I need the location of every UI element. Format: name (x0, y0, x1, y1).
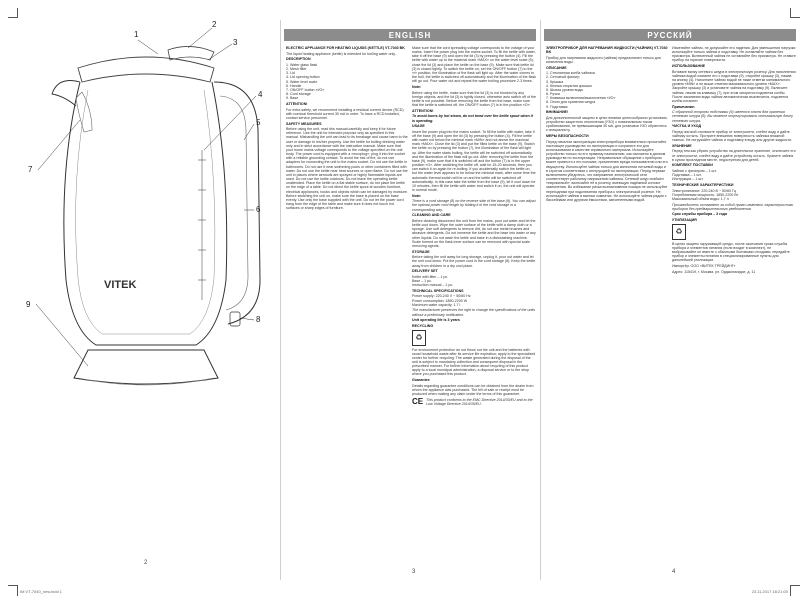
crop-mark (790, 17, 800, 18)
list-item: 9. Base (286, 96, 299, 101)
russian-tech-list (672, 189, 796, 201)
list-item: 8. Отсек для хранения шнура (546, 100, 596, 105)
russian-title: ЭЛЕКТРОПРИБОР ДЛЯ НАГРЕВАНИЯ ЖИДКОСТИ (ЧАЙНИК) VT-7040 BK (546, 46, 668, 55)
list-item: 7. Клавиша включения/выключения «I/O» (546, 96, 616, 101)
water-level-scale (198, 150, 206, 300)
english-description-list (286, 63, 408, 100)
english-title: ELECTRIC APPLIANCE FOR HEATING LIQUIDS (KETTLE) VT-7040 BK (286, 46, 405, 50)
english-attention2-heading: ATTENTION! (412, 108, 434, 113)
crop-mark (790, 585, 800, 586)
russian-note-text: С обратной стороны подставки (9) имеется отсек для хранения сетевого шнура (8). Вы можете отрегулировать оптимальную длину сетевого шнура. (672, 110, 794, 123)
list-item: 4. Кнопка открытия крышки (546, 83, 592, 88)
english-note2-heading: Note: (412, 193, 422, 198)
english-description-heading: DESCRIPTION (286, 57, 311, 62)
english-note-heading: Note: (412, 84, 422, 89)
kettle-base (74, 350, 218, 384)
russian-intro: Прибор для нагревания жидкости (чайник) предназначен только для кипячения воды. (546, 55, 661, 64)
kettle-diagram (18, 20, 274, 580)
callout-4: 4 (258, 90, 263, 99)
english-life-text: Unit operating life is 3 years (412, 318, 460, 323)
russian-safety-heading: МЕРЫ БЕЗОПАСНОСТИ (546, 133, 589, 138)
russian-importer-text: Импортёр: ООО «ВИТЕК ТРЕЙДИНГ» (672, 264, 736, 269)
russian-life-text: Срок службы прибора – 3 года (672, 212, 727, 217)
russian-header-label: РУССКИЙ (647, 30, 693, 40)
callout-7: 7 (28, 165, 33, 174)
english-recycling-icon: ♻ (412, 330, 426, 346)
callout-2: 2 (212, 20, 217, 29)
english-delivery-heading: DELIVERY SET (412, 269, 438, 274)
vitek-logo: VITEK (104, 279, 137, 291)
kettle-illustration-page (18, 20, 274, 580)
russian-column-2 (672, 46, 796, 574)
russian-usage-text: Вставьте вилку сетевого шнура в электрическую розетку. Для наполнения чайника водой снимите его с подставки (9), откройте крышку (3), нажав на кнопку (4). Наполните чайник водой не ниже отметки минимального уровня «MIN» и не выше отметки максимального уровня «MAX». Закройте крышку (3) и установите чайник на подставку (9). Включите чайник, нажав на клавишу (7), при этом загорится подсветка колбы. После закипания воды чайник автоматически выключится, подсветка колбы погаснет. (672, 69, 796, 103)
english-header (284, 29, 536, 41)
on-off-switch (230, 312, 240, 326)
ce-mark-icon: CE (412, 396, 424, 406)
crop-mark (17, 8, 18, 18)
russian-cleaning-heading: ЧИСТКА И УХОД (672, 124, 702, 129)
russian-description-heading: ОПИСАНИЕ (546, 65, 567, 70)
callout-8: 8 (256, 315, 261, 324)
english-col2-text: Make sure that the cord spreading voltage corresponds to the voltage of your mains. Insert the power plug into the mains socket. To fill the kettle with water, take it off the base (9) and open the lid (3) by pressing the button (4). Fill the kettle with water up to the maximal mark «MAX» on the water level scale (5), close the lid (3) and place the kettle on the base (9). Make sure that kettle lid (3) is closed tightly. To switch the kettle on, set the ON/OFF button (7) to the «I» position, the illumination of the flask will light up. After the water comes to the boil, the kettle is switched off automatically and the illumination of the flask will go out. Pour water out and repeat the water boiling procedure 2-3 times. (412, 46, 536, 84)
russian-attention-heading: ВНИМАНИЕ! (546, 110, 569, 115)
list-item: 3. Крышка (546, 79, 564, 84)
list-item: Kettle with filter – 1 pc. (412, 274, 449, 279)
page-number-middle: 3 (412, 568, 416, 574)
english-note2-text: There is a cord storage (8) on the reverse side of the base (9). You can adjust the optimal power cord length by folding it in the cord storage in a corresponding way. (412, 199, 536, 212)
russian-recycling-icon: ♻ (672, 224, 686, 240)
list-item: Подставка – 1 шт. (672, 173, 702, 178)
callout-5: 5 (256, 118, 261, 127)
english-usage-heading: USAGE (412, 124, 425, 129)
callout-1: 1 (134, 30, 139, 39)
english-safety-heading: SAFETY MEASURES (286, 121, 322, 126)
list-item: Чайник с фильтром – 1 шт. (672, 169, 717, 174)
russian-note-heading: Примечание: (672, 104, 696, 109)
english-storage-text: Before taking the unit away for long storage, unplug it, pour out water and let the unit cool down. Put the power cord in the cord storage (8). Keep the kettle away from children in a dry cool place. (412, 255, 536, 268)
english-storage-heading: STORAGE (412, 249, 430, 254)
callout-9: 9 (26, 300, 31, 309)
list-item: 3. Lid (286, 71, 295, 76)
english-attention2-text: To avoid burns by hot steam, do not bend over the kettle spout when it is operating. (412, 114, 533, 123)
list-item: 6. Handle (286, 83, 302, 88)
crop-mark (790, 8, 791, 18)
english-recycling-heading: RECYCLING (412, 323, 434, 328)
english-note-text: Before using the kettle, make sure that the lid (3) is not blocked by any foreign objects, and the lid (3) is tightly closed, otherwise auto switch off of the kettle is not possible. Before removing the kettle from the base, make sure that the kettle is switched off, the ON/OFF button (7) is in the position «O». (412, 90, 536, 108)
english-cleaning-heading: CLEANING AND CARE (412, 213, 451, 218)
callout-3: 3 (233, 38, 238, 47)
russian-attention-text: Для дополнительной защиты в цепи питания целесообразно установить устройство защитного отключения (УЗО) с номинальным током срабатывания, не превышающим 30 мА, для установки УЗО обратитесь к специалисту. (546, 115, 668, 133)
kettle-handle (214, 82, 263, 324)
russian-storage-text: Перед тем как убрать устройство на длительное хранение, отключите его от электросети, слейте воду и дайте устройству остыть. Храните чайник в сухом прохладном месте, недоступном для детей. (672, 149, 796, 162)
english-manufacturer-text: The manufacturer preserves the right to change the specifications of the units without a preliminary notification. (412, 308, 536, 317)
russian-description-list (546, 71, 668, 108)
footer-timestamp: 23.11.2017 18:21:00 (751, 589, 788, 594)
list-item: Максимальный объём воды: 1,7 л (672, 197, 729, 201)
english-attention-text: For extra safety, we recommend installing a residual current device (RCD) with nominal threshold current 30 mA in order. To have a RCD installed, contact service personnel. (286, 107, 404, 120)
kettle-lid-button (168, 46, 214, 60)
english-attention-heading: ATTENTION! (286, 101, 308, 106)
list-item: 5. Water level scale (286, 79, 318, 84)
english-delivery-list (412, 275, 536, 287)
list-item: 8. Cord storage (286, 92, 311, 97)
russian-header (544, 29, 796, 41)
list-item: 5. Шкала уровня воды (546, 87, 584, 92)
russian-manufacturer-text: Производитель оставляет за собой право изменять характеристики приборов без предварительного уведомления. (672, 202, 794, 211)
russian-storage-heading: ХРАНЕНИЕ (672, 143, 692, 148)
list-item: 7. ON/OFF button «I/O» (286, 87, 325, 92)
list-item: 9. Подставка (546, 104, 568, 109)
english-column-2 (412, 46, 536, 574)
russian-recycling-heading: УТИЛИЗАЦИЯ (672, 218, 697, 223)
russian-safety-text: Перед началом эксплуатации электроприбора внимательно прочитайте настоящее руководство по эксплуатации и сохраните его для использования в качестве справочного материала. Используйте устройство только по его прямому назначению, как изложено в данном руководстве по эксплуатации. Неправильное обращение с прибором может привести к его поломке, причинению вреда пользователю или его имуществу. Используйте чайник только для кипячения питьевой воды и в строгом соответствии с инструкцией по эксплуатации. Перед первым включением убедитесь, что напряжение электрической сети соответствует рабочему напряжению чайника. Сетевой шнур снабжен «евровилкой»; включайте её в розетку, имеющую надёжный контакт заземления. Во избежание риска возникновения пожара не используйте переходники при подключении прибора к электрической розетке. Не используйте чайник в ванных комнатах. Не используйте чайник рядом с бассейнами или другими ёмкостями, заполненными водой. (546, 139, 668, 202)
list-item: 2. Mesh filter (286, 67, 307, 72)
list-item: Maximum water capacity: 1.7 l (412, 302, 461, 307)
russian-recycling-text: В целях защиты окружающей среды, после окончания срока службы прибора и элементов питания (если входят в комплект), не выбрасывайте их вместе с обычными бытовыми отходами, передайте прибор и элементы питания в специализированные пункты для дальнейшей утилизации. (672, 241, 790, 263)
list-item: Power supply: 220-240 V ~ 50/60 Hz (412, 294, 471, 299)
list-item: 2. Сетчатый фильтр (546, 75, 580, 80)
page-divider (280, 20, 281, 580)
russian-tech-heading: ТЕХНИЧЕСКИЕ ХАРАКТЕРИСТИКИ (672, 183, 734, 188)
english-safety-text: Before using the unit, read this manual carefully and keep it for future reference. Use the unit for intended purpose only as specified in this manual. Mishandling the unit can lead to its breakage and cause harm to the user or damage to his/her property. Use the kettle for boiling drinking water only and in strict accordance with the instruction manual. Make sure that your home mains voltage corresponds to the voltage specified on the unit body. The power cord is equipped with a «europlug»; plug it into the socket with a reliable grounding contact. To avoid the risk of fire, do not use adapters for connecting the unit to the mains socket. Do not use the kettle in bathrooms. Do not use it near swimming pools or other containers filled with water. Do not use the kettle near heat sources or open flame. Do not use the unit in places where aerosols are sprayed or highly flammable liquids are used. Do not use the kettle outdoors. Do not leave the operating kettle unattended. Place the kettle on a flat stable surface, do not place the kettle on the edge of a table. Do not direct the kettle spout at wooden furniture, electrical appliances, books and objects which can be damaged by moisture. Before switching the unit on, make sure the base is placed on the base evenly. Use only the base supplied with the unit. Do not let the power cord hang from the edge of the table and make sure it does not touch hot surfaces or sharp edges of furniture. (286, 127, 408, 211)
russian-usage-heading: ИСПОЛЬЗОВАНИЕ (672, 64, 706, 69)
list-item: Power consumption: 1850-2200 W (412, 298, 468, 303)
russian-delivery-heading: КОМПЛЕКТ ПОСТАВКИ (672, 163, 713, 168)
page-number-right: 4 (672, 568, 676, 574)
russian-address-text: Адрес: 115419, г. Москва, ул. Орджоникидзе, д. 11 (672, 269, 756, 274)
list-item: 6. Ручка (546, 92, 560, 97)
callout-6: 6 (256, 205, 261, 214)
english-tech-list (412, 294, 536, 306)
page-number-left: 2 (144, 560, 148, 566)
english-intro: The liquid heating appliance (kettle) is intended for boiling water only. (286, 51, 396, 56)
list-item: 4. Lid opening button (286, 75, 320, 80)
english-cleaning-text: Before cleaning disconnect the unit from the mains, pour out water and let the kettle cool down. Wipe the outer surface of the kettle with a damp cloth or a sponge. Use soft detergents to remove dirt, do not use metal brushes and abrasive detergents. Do not immerse the kettle and the base into water or any other liquids. Do not wash the kettle and base in a dishwashing machine. Scale formed on the flask inner surface can be removed with special scale removing agents. (412, 218, 536, 248)
russian-col2-text: Изменяйте чайник, не допускайте его падения. Для уменьшения нагрузки используйте только чайник и подставку. Не оставляйте чайник без присмотра. Включенный чайник не оставляйте без присмотра. Не ставьте прибор на горячие поверхности. (672, 46, 796, 63)
footer-file-name: IM VT-7040_new.indd 1 (20, 589, 63, 594)
crop-mark (790, 586, 791, 596)
kettle-lid (78, 57, 214, 82)
list-item: Потребляемая мощность: 1850-2200 Вт (672, 192, 739, 197)
list-item: Инструкция – 1 шт. (672, 177, 704, 182)
english-column-1 (286, 46, 408, 574)
english-directive-text: This product conforms to the EMC Directive 2014/30/EU and to the Low Voltage Directive 2014/35/EU. (426, 397, 533, 406)
list-item: Base – 1 pc. (412, 278, 432, 283)
english-tech-heading: TECHNICAL SPECIFICATIONS (412, 288, 464, 293)
russian-delivery-list (672, 169, 796, 181)
list-item: 1. Water glass flask (286, 62, 318, 67)
english-header-label: ENGLISH (388, 30, 432, 40)
english-usage-text: Insert the power plug into the mains socket. To fill the kettle with water, take it off the base (9) and open the lid (3) by pressing the button (4). Fill the kettle with water not below the minimal mark «MIN» and not above the maximal mark «MAX». Close the lid (3) and put the filled kettle on the base (9). Switch the kettle on by pressing the button (7), the illumination of the flask will light up. After the water starts boiling, the kettle will be switched off automatically and the illumination of the flask will go out. After removing the kettle from the base (9), make sure that it is switched off and the button (7) is in the upper position «O». After switching the kettle off, wait for 15-20 seconds, then you can switch it on again for re-boiling. If you accidentally switch the kettle on, but the water level appears to be below the minimal mark, after some time the automatic thermal switch will be on and the kettle will be switched off automatically. In this case take the kettle from the base (9), let it cool down for 10 minutes, then fill the kettle with water and switch it on, the unit will operate in normal mode. (412, 129, 536, 192)
russian-column-1 (546, 46, 668, 574)
list-item: Instruction manual – 1 pc. (412, 283, 454, 288)
english-recycling-text: For environment protection do not throw out the unit and the batteries with usual household waste after its service life expiration; apply to the specialized center for further recycling. The waste generated during the disposal of the unit is subject to mandatory collection and consequent disposal in the prescribed manner. For further information about recycling of this product apply to a local municipal administration, a disposal service or to the shop where you purchased this product. (412, 347, 536, 377)
english-guarantee-text: Details regarding guarantee conditions can be obtained from the dealer from whom the appliance was purchased. The bill of sale or receipt must be produced when making any claim under the terms of this guarantee. (412, 383, 534, 397)
list-item: Электропитание: 220-240 В ~ 50/60 Гц (672, 188, 737, 193)
crop-mark (17, 586, 18, 596)
list-item: 1. Стеклянная колба чайника (546, 71, 595, 76)
english-guarantee-heading: Guarantee (412, 378, 430, 383)
page-divider (540, 20, 541, 580)
russian-cleaning-text: Перед чисткой отключите прибор от электросети, слейте воду и дайте чайнику остыть. Протрите внешнюю поверхность чайника влажной тканью. Не погружайте чайник и подставку в воду или другие жидкости. (672, 129, 793, 143)
